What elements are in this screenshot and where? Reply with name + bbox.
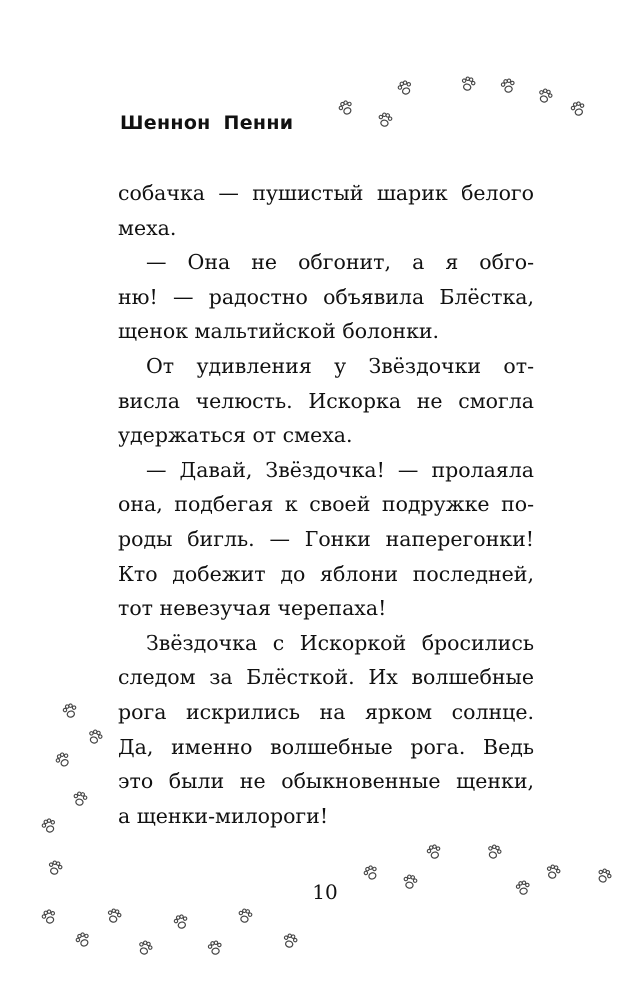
- paw-print-icon: [537, 88, 553, 104]
- body-text: [118, 176, 534, 833]
- text-line: От удивления у Звёздочки от-: [146, 353, 534, 378]
- paw-print-icon: [460, 76, 476, 92]
- page-number: 10: [312, 880, 338, 904]
- paw-print-icon: [426, 844, 442, 860]
- text-line: рога искрились на ярком солнце.: [118, 699, 534, 724]
- paw-print-icon: [74, 931, 91, 948]
- text-line: Да, именно волшебные рога. Ведь: [118, 734, 534, 759]
- text-line: следом за Блёсткой. Их волшебные: [118, 665, 534, 690]
- paw-print-icon: [54, 751, 72, 769]
- paw-print-icon: [545, 864, 561, 880]
- paw-print-icon: [208, 940, 223, 955]
- paw-cluster-left: [41, 703, 104, 876]
- paw-print-icon: [378, 112, 393, 127]
- text-line: меха.: [118, 215, 177, 240]
- paw-print-icon: [362, 864, 379, 881]
- paw-print-icon: [397, 79, 413, 95]
- text-line: а щенки-милороги!: [118, 803, 329, 828]
- text-line: это были не обыкновенные щенки,: [118, 769, 534, 794]
- text-line: Звёздочка с Искоркой бросились: [146, 630, 534, 655]
- text-line: роды бигль. — Гонки наперегонки!: [118, 526, 534, 551]
- paw-print-icon: [486, 844, 502, 860]
- paw-print-icon: [137, 940, 153, 956]
- paw-print-icon: [570, 101, 586, 117]
- paw-print-icon: [41, 817, 57, 833]
- text-line: висла челюсть. Искорка не смогла: [118, 388, 534, 413]
- paw-print-icon: [106, 908, 122, 924]
- paw-print-icon: [173, 914, 189, 930]
- text-line: — Она не обгонит, а я обго-: [146, 250, 534, 275]
- text-line: щенок мальтийской болонки.: [118, 319, 440, 344]
- paw-print-icon: [238, 908, 253, 923]
- text-line: — Давай, Звёздочка! — пролаяла: [146, 457, 534, 482]
- paw-print-icon: [282, 933, 298, 949]
- paw-print-icon: [501, 78, 516, 93]
- paw-print-icon: [47, 860, 63, 876]
- running-head-author: Шеннон Пенни: [120, 112, 294, 134]
- text-line: тот невезучая черепаха!: [118, 596, 387, 621]
- paw-print-icon: [41, 908, 57, 924]
- text-line: она, подбегая к своей подружке по-: [118, 492, 534, 517]
- paw-cluster-top-right: [337, 76, 585, 127]
- text-line: удержаться от смеха.: [118, 423, 353, 448]
- paw-print-icon: [73, 791, 88, 806]
- text-line: ню! — радостно объявила Блёстка,: [118, 284, 534, 309]
- paw-print-icon: [337, 99, 354, 116]
- paw-print-icon: [87, 729, 103, 745]
- text-line: собачка — пушистый шарик белого: [118, 181, 534, 205]
- paw-print-icon: [62, 703, 78, 719]
- text-line: Кто добежит до яблони последней,: [118, 561, 534, 586]
